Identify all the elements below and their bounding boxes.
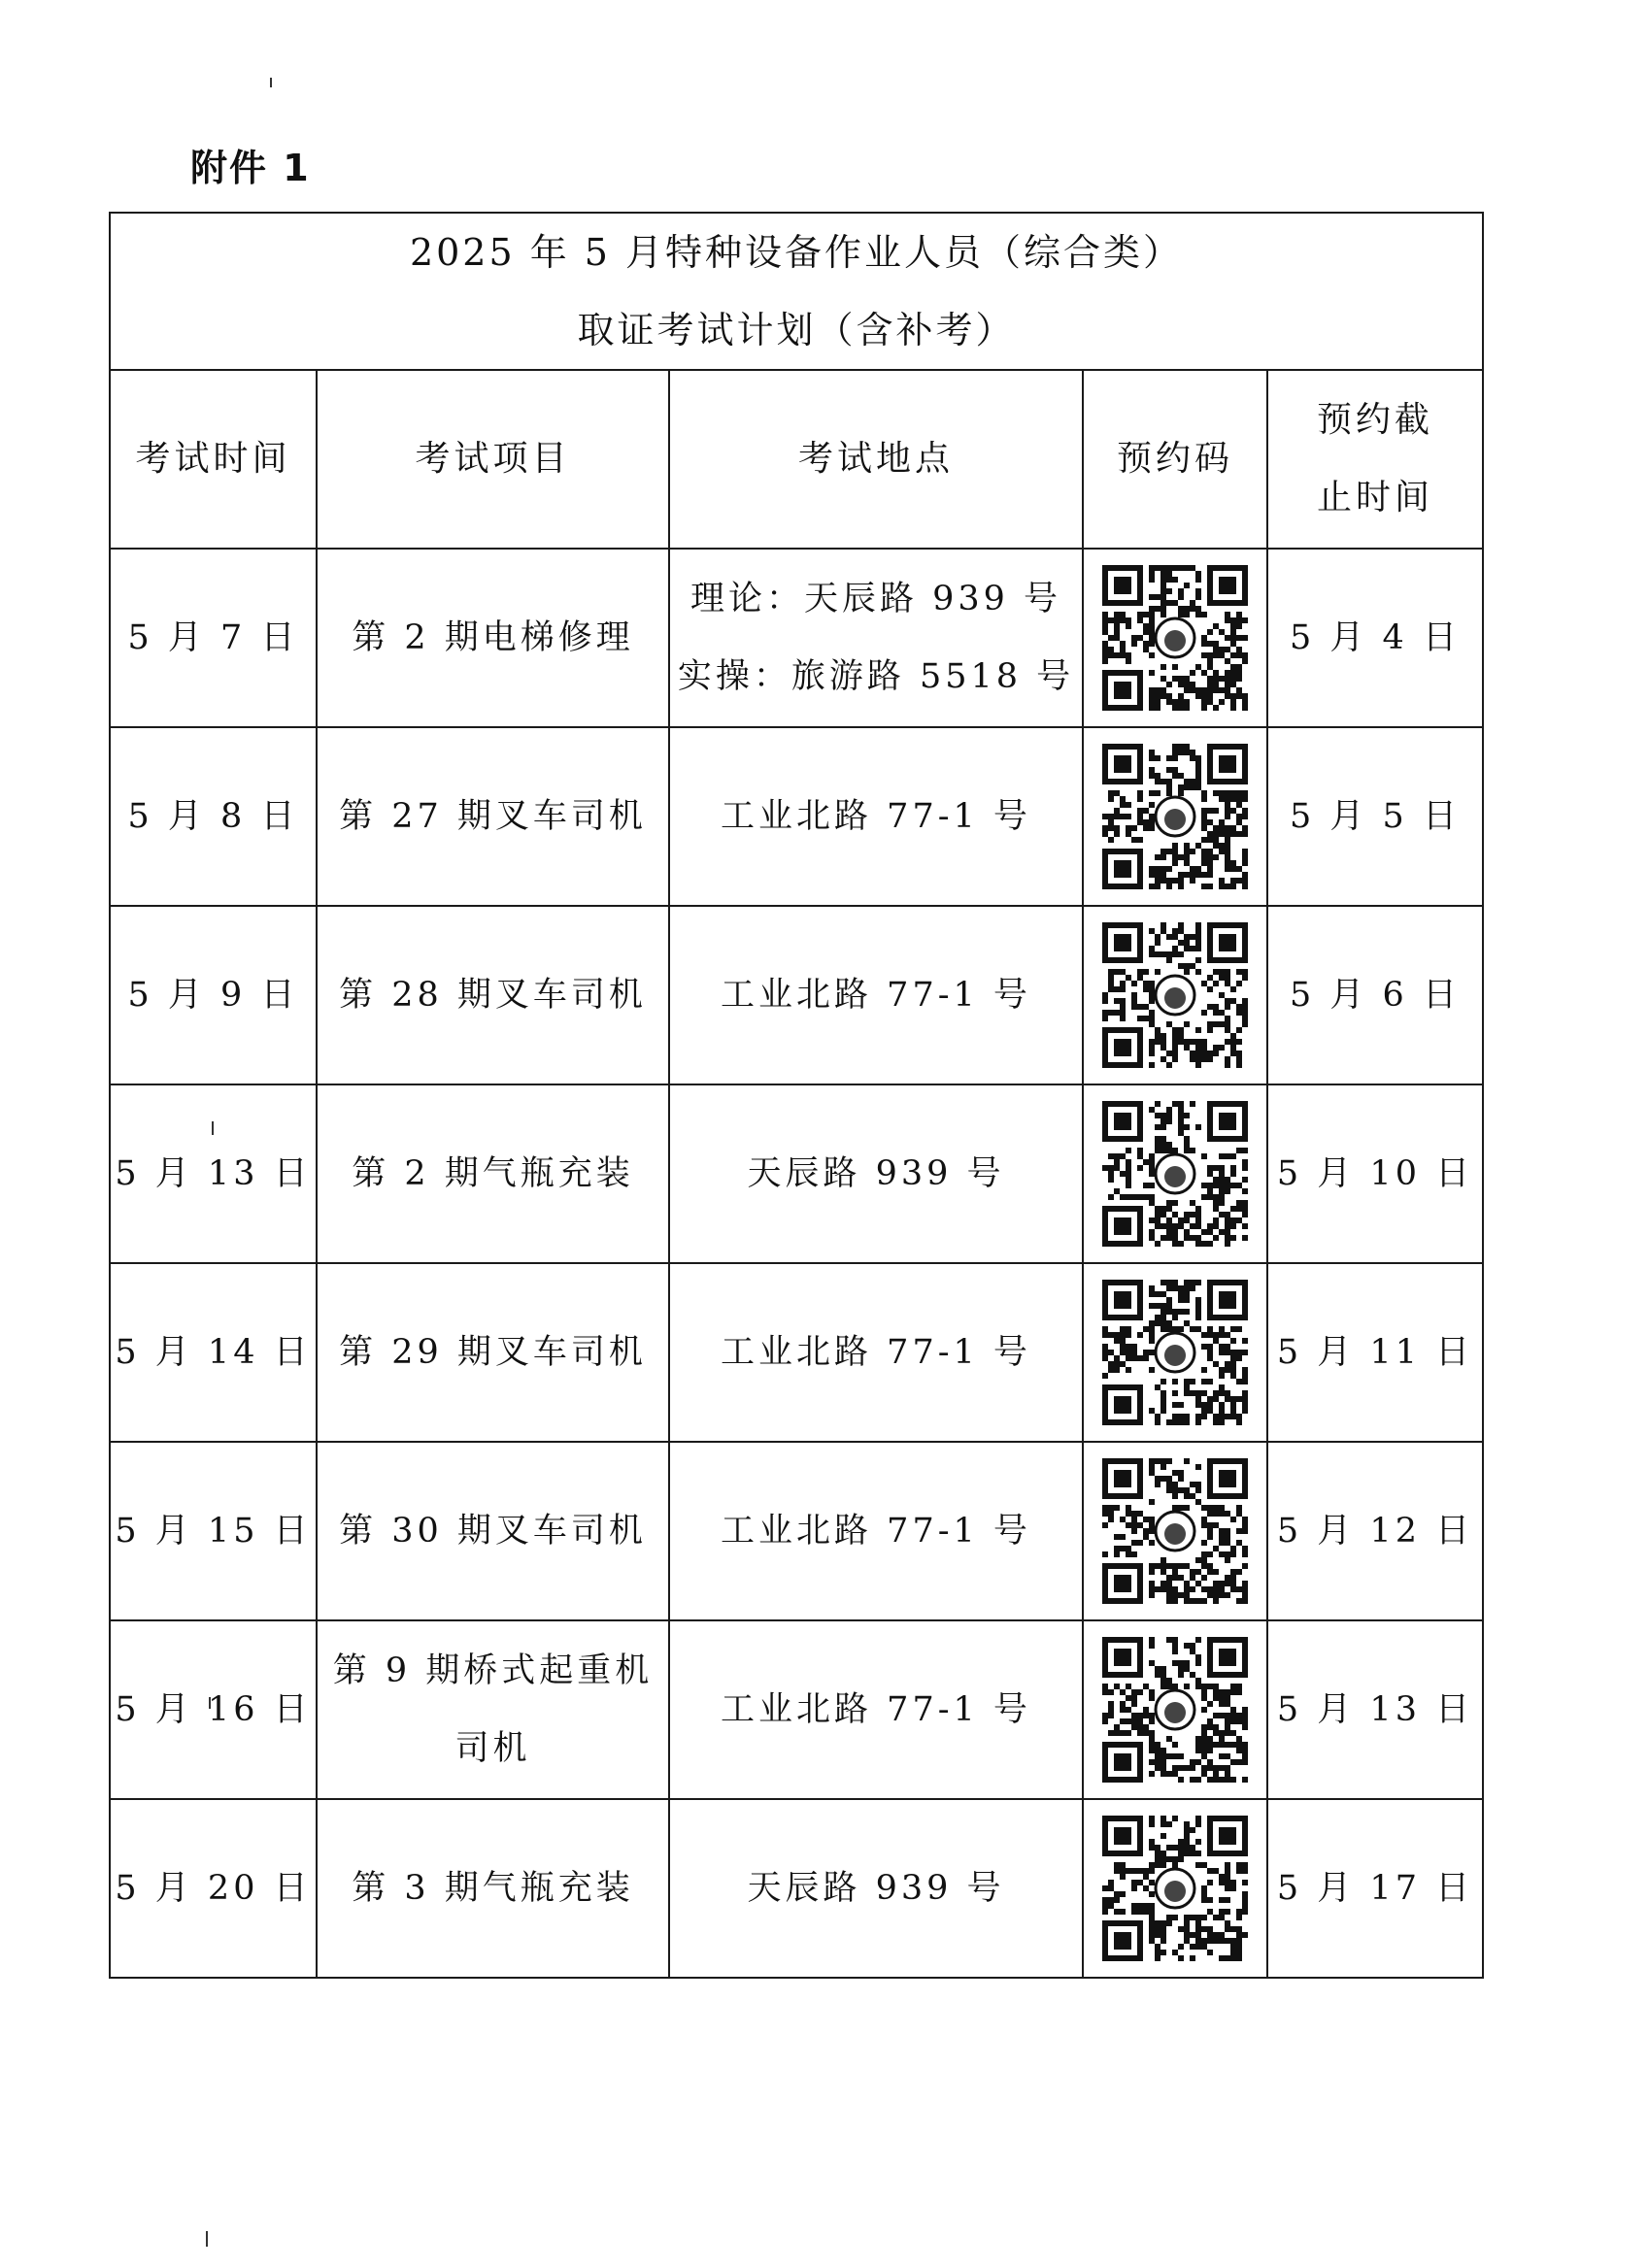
table-row	[110, 1442, 1483, 1620]
exam-item-line: 第 9 期桥式起重机	[332, 1651, 654, 1690]
qr-code-icon[interactable]	[1098, 561, 1252, 715]
table-title	[110, 213, 1483, 370]
table-title-line-1: 2025 年 5 月特种设备作业人员（综合类）	[409, 231, 1184, 274]
exam-item-cell	[317, 906, 669, 1084]
booking-code-cell	[1083, 1263, 1267, 1442]
exam-location-cell	[669, 906, 1083, 1084]
exam-location-line: 实操：旅游路 5518 号	[677, 657, 1075, 696]
exam-item-cell	[317, 1442, 669, 1620]
header-deadline-line-2: 止时间	[1316, 478, 1433, 517]
exam-item-cell	[317, 727, 669, 906]
exam-date-cell: 5 月 15 日	[110, 1442, 317, 1620]
exam-date-cell: 5 月 16 日	[110, 1620, 317, 1799]
exam-item-line: 第 29 期叉车司机	[339, 1333, 647, 1372]
exam-location-cell	[669, 1084, 1083, 1263]
exam-item-line: 司机	[454, 1729, 531, 1768]
header-deadline-line-1: 预约截	[1316, 400, 1433, 440]
qr-code-icon[interactable]	[1098, 1097, 1252, 1251]
exam-location-line: 工业北路 77-1 号	[721, 976, 1031, 1015]
exam-item-cell	[317, 1799, 669, 1978]
header-exam-item: 考试项目	[317, 370, 669, 549]
exam-item-line: 第 3 期气瓶充装	[352, 1869, 634, 1908]
table-title-line-2: 取证考试计划（含补考）	[577, 309, 1016, 351]
qr-code-icon[interactable]	[1098, 918, 1252, 1072]
exam-location-line: 天辰路 939 号	[747, 1154, 1005, 1193]
exam-location-cell	[669, 1263, 1083, 1442]
exam-item-cell	[317, 1263, 669, 1442]
booking-deadline-cell: 5 月 12 日	[1267, 1442, 1483, 1620]
exam-item-cell	[317, 549, 669, 727]
exam-location-line: 理论：天辰路 939 号	[689, 580, 1062, 618]
qr-code-icon[interactable]	[1098, 1454, 1252, 1608]
header-booking-deadline	[1267, 370, 1483, 549]
exam-date-cell: 5 月 13 日	[110, 1084, 317, 1263]
booking-code-cell	[1083, 1084, 1267, 1263]
header-exam-location: 考试地点	[669, 370, 1083, 549]
scan-speck	[270, 78, 272, 87]
exam-location-cell	[669, 1442, 1083, 1620]
table-row	[110, 1799, 1483, 1978]
exam-item-cell	[317, 1620, 669, 1799]
exam-location-cell	[669, 1799, 1083, 1978]
qr-code-icon[interactable]	[1098, 1276, 1252, 1429]
exam-date-cell: 5 月 9 日	[110, 906, 317, 1084]
qr-code-icon[interactable]	[1098, 1812, 1252, 1965]
exam-location-line: 天辰路 939 号	[747, 1869, 1005, 1908]
table-header-row	[110, 370, 1483, 549]
booking-code-cell	[1083, 906, 1267, 1084]
exam-location-cell	[669, 1620, 1083, 1799]
booking-deadline-cell: 5 月 4 日	[1267, 549, 1483, 727]
booking-deadline-cell: 5 月 13 日	[1267, 1620, 1483, 1799]
exam-item-line: 第 27 期叉车司机	[339, 797, 647, 836]
table-row	[110, 549, 1483, 727]
header-booking-code: 预约码	[1083, 370, 1267, 549]
exam-item-line: 第 28 期叉车司机	[339, 976, 647, 1015]
exam-date-cell: 5 月 20 日	[110, 1799, 317, 1978]
table-row	[110, 906, 1483, 1084]
booking-deadline-cell: 5 月 10 日	[1267, 1084, 1483, 1263]
booking-deadline-cell: 5 月 6 日	[1267, 906, 1483, 1084]
exam-location-line: 工业北路 77-1 号	[721, 797, 1031, 836]
scan-speck	[206, 2231, 208, 2247]
exam-location-cell	[669, 727, 1083, 906]
exam-date-cell: 5 月 7 日	[110, 549, 317, 727]
booking-deadline-cell: 5 月 17 日	[1267, 1799, 1483, 1978]
exam-plan-table	[109, 212, 1484, 1979]
booking-code-cell	[1083, 727, 1267, 906]
exam-item-line: 第 2 期电梯修理	[352, 618, 634, 657]
exam-item-line: 第 2 期气瓶充装	[352, 1154, 634, 1193]
table-row	[110, 1620, 1483, 1799]
table-row	[110, 1263, 1483, 1442]
header-exam-time: 考试时间	[110, 370, 317, 549]
booking-deadline-cell: 5 月 5 日	[1267, 727, 1483, 906]
table-row	[110, 1084, 1483, 1263]
table-row	[110, 727, 1483, 906]
exam-location-line: 工业北路 77-1 号	[721, 1333, 1031, 1372]
booking-code-cell	[1083, 1799, 1267, 1978]
booking-code-cell	[1083, 549, 1267, 727]
booking-deadline-cell: 5 月 11 日	[1267, 1263, 1483, 1442]
exam-date-cell: 5 月 14 日	[110, 1263, 317, 1442]
qr-code-icon[interactable]	[1098, 1633, 1252, 1786]
booking-code-cell	[1083, 1620, 1267, 1799]
attachment-label: 附件 1	[190, 147, 311, 189]
exam-item-cell	[317, 1084, 669, 1263]
exam-date-cell: 5 月 8 日	[110, 727, 317, 906]
booking-code-cell	[1083, 1442, 1267, 1620]
qr-code-icon[interactable]	[1098, 740, 1252, 893]
exam-location-cell	[669, 549, 1083, 727]
exam-item-line: 第 30 期叉车司机	[339, 1512, 647, 1551]
exam-location-line: 工业北路 77-1 号	[721, 1690, 1031, 1729]
exam-location-line: 工业北路 77-1 号	[721, 1512, 1031, 1551]
